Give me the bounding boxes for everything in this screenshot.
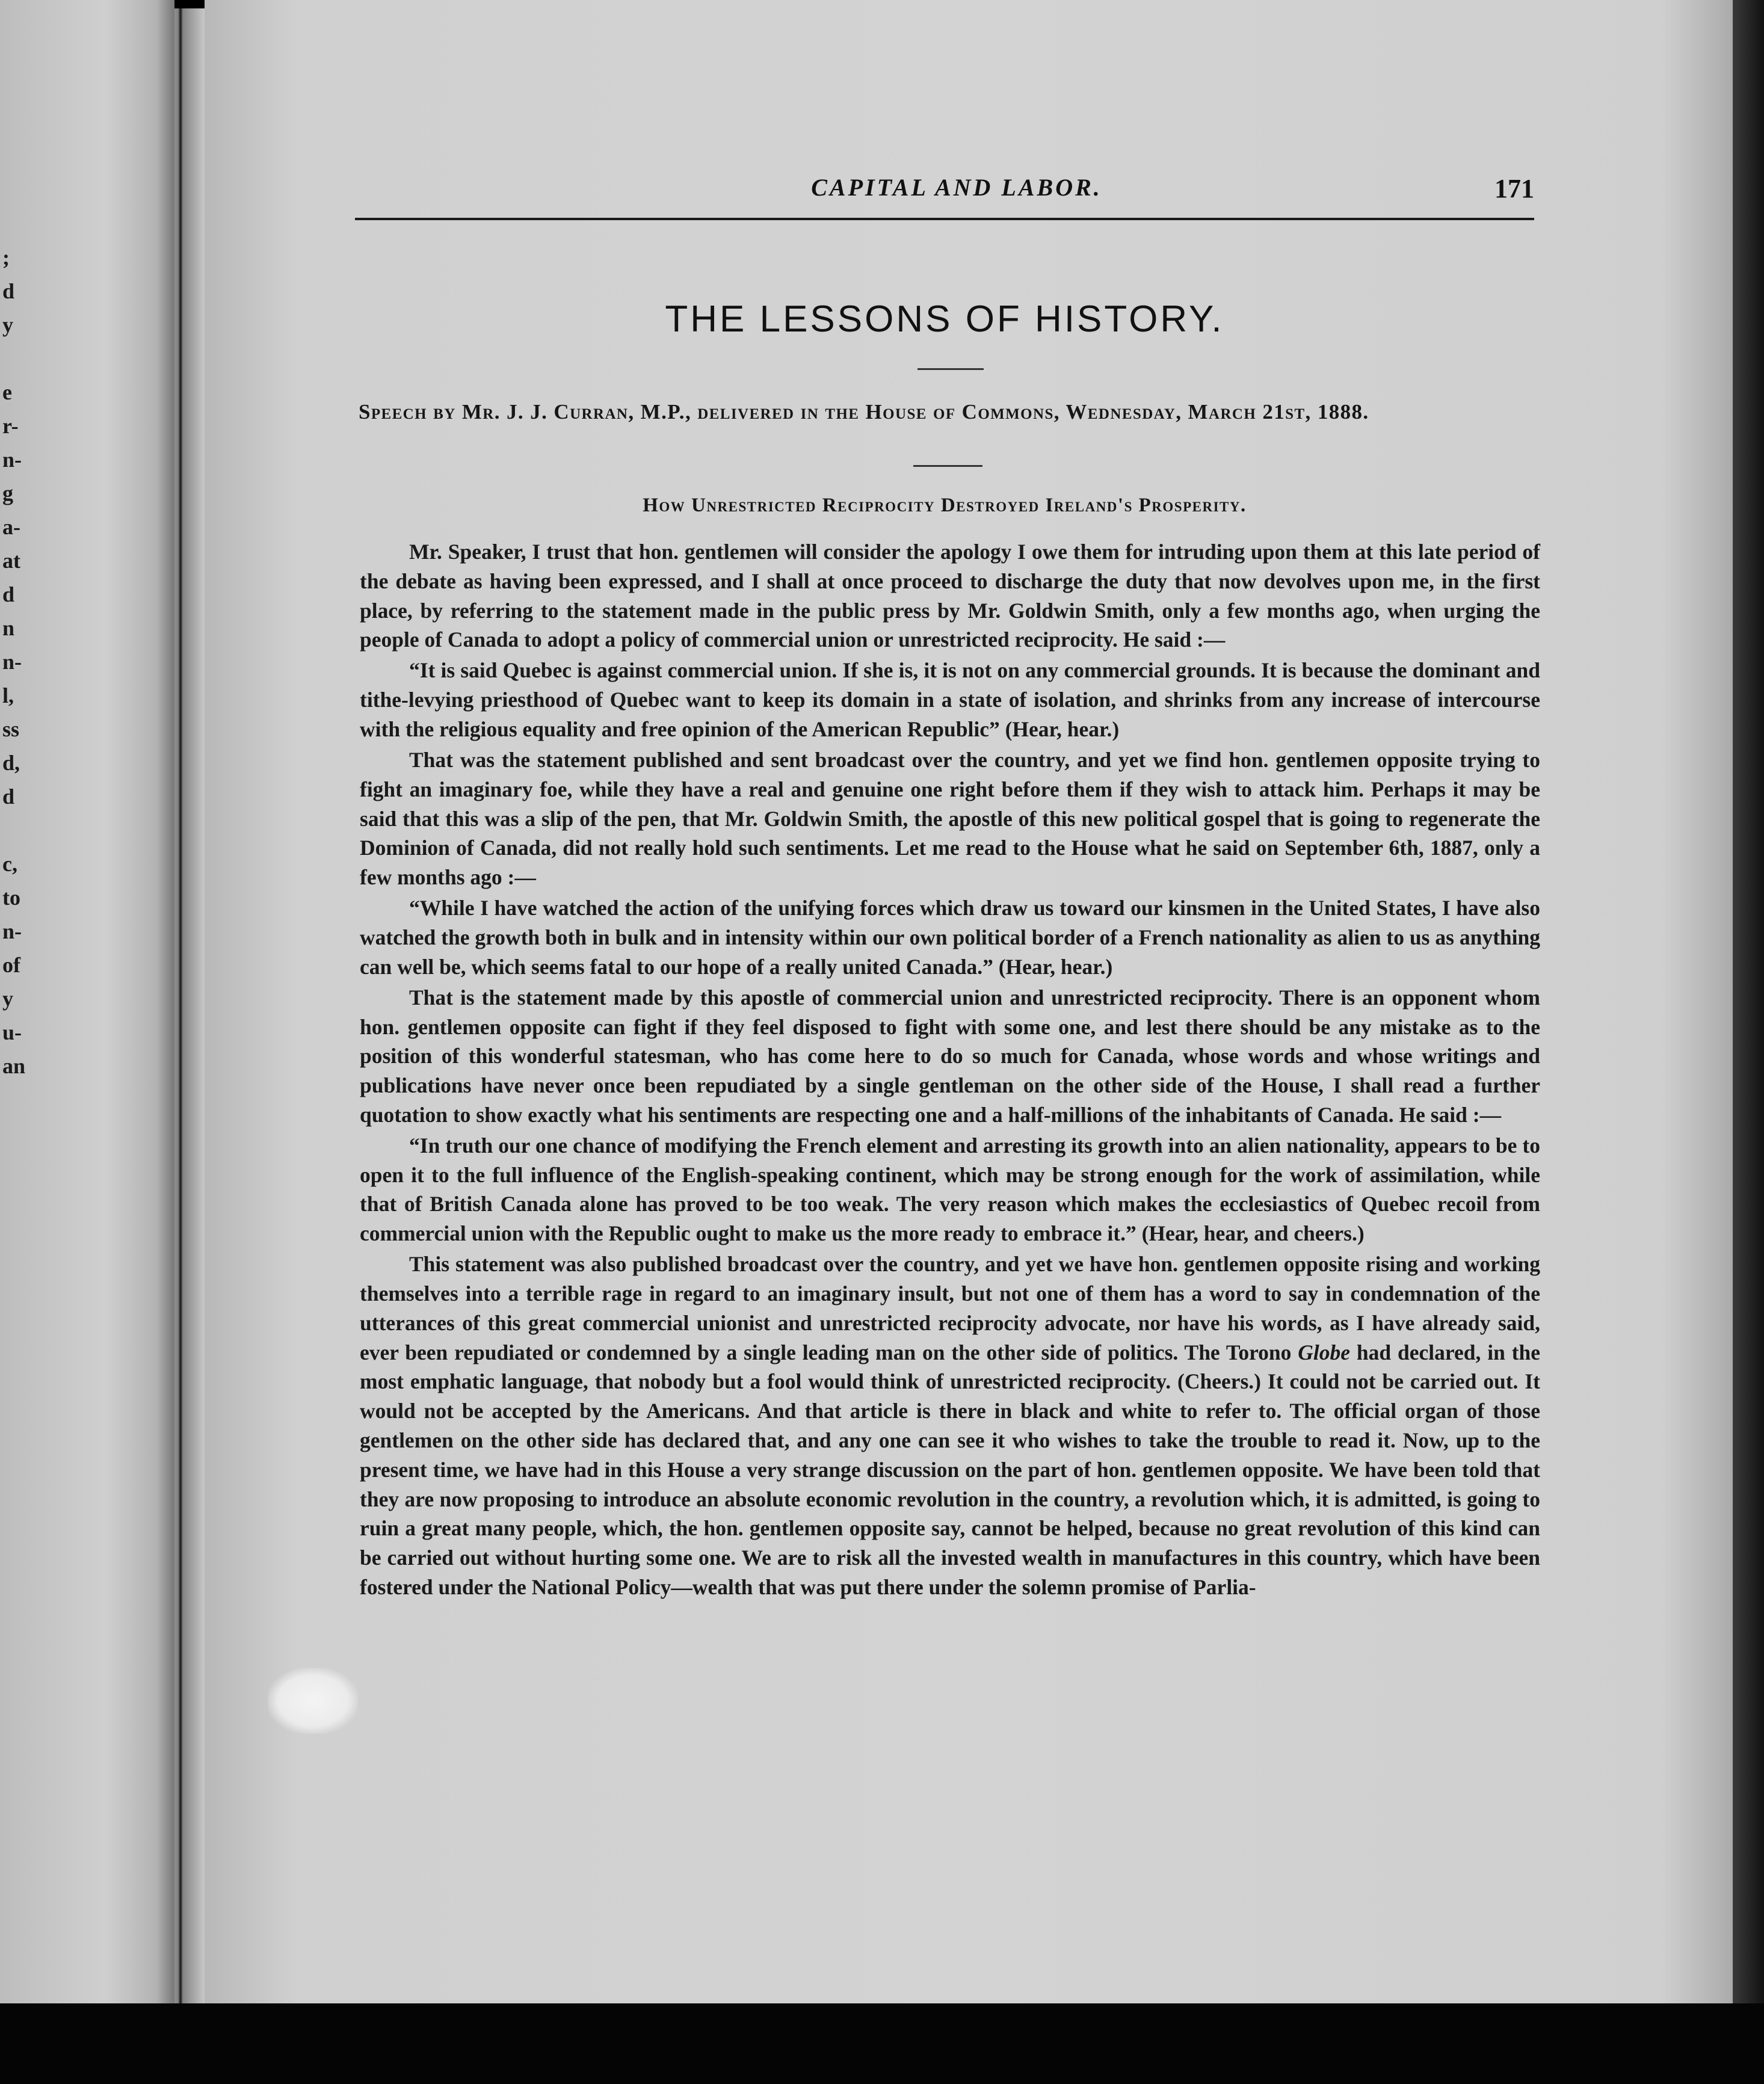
left-margin-fragment: g <box>2 481 13 505</box>
left-margin-fragment: c, <box>2 852 17 876</box>
left-margin-fragment <box>2 813 26 847</box>
paragraph-text: This statement was also published broadcast over the country, and yet we have hon. gentlemen opposite rising and working themselves into a terrible rage in regard to an imaginary insult, but not one of them has a word to say in condemnation of the utterances of this great commercial unionist and unrestricted reciprocity advocate, nor have his words, as I have already said, ever been repudiated or condemned by a single leading man on the other side of politics. The Torono <box>360 1252 1540 1364</box>
subtitle-divider <box>913 465 982 467</box>
section-heading: How Unrestricted Reciprocity Destroyed Ireland's Prosperity. <box>643 495 1247 516</box>
left-margin-fragment: e <box>2 380 12 404</box>
left-margin-fragment: of <box>2 953 20 977</box>
paragraph: That was the statement published and sent broadcast over the country, and yet we find hon. gentlemen opposite trying to fight an imaginary foe, while they have a real and genuine one right before them if they wish to attack him. Perhaps it may be said that this was a slip of the pen, that Mr. Goldwin Smith, the apostle of this new political gospel that is going to regenerate the Dominion of Canada, did not really hold such sentiments. Let me read to the House what he said on September 6th, 1887, only a few months ago :— <box>360 747 1540 890</box>
left-margin-fragment: r- <box>2 414 19 438</box>
scan-bottom-edge <box>0 2003 1764 2084</box>
book-gutter <box>156 0 205 2084</box>
paragraph-text: had declared, in the most emphatic language, that nobody but a fool would think of unrestricted reciprocity. (Cheers.) It could not be carried out. It would not be accepted by the Americans. And that article is there in black and white to refer to. The official organ of those gentlemen on the other side has declared that, and any one can see it who wishes to take the trouble to read it. Now, up to the present time, we have had in this House a very strange discussion on the part of hon. gentlemen opposite. We have been told that they are now proposing to introduce an absolute economic revolution in the country, a revolution which, it is admitted, is going to ruin a great many people, which, the hon. gentlemen opposite say, cannot be helped, because no great revolution of this kind can be carried out without hurting some one. We are to risk all the invested wealth in manufactures in this country, which have been fostered under the National Policy—wealth that was put there under the solemn promise of Parlia- <box>360 1340 1540 1600</box>
left-margin-fragment <box>2 342 26 375</box>
left-margin-fragment: n- <box>2 448 22 472</box>
quotation-paragraph: “It is said Quebec is against commercial union. If she is, it is not on any commercial grounds. It is because the dominant and tithe-levying priesthood of Quebec want to keep its domain in a state of isolation, and shrinks from any increase of intercourse with the religious equality and free opinion of the American Republic” (Hear, hear.) <box>360 658 1540 741</box>
title-divider <box>917 368 984 370</box>
left-margin-fragment: n- <box>2 919 22 943</box>
left-margin-fragment: to <box>2 886 20 910</box>
speech-subtitle: Speech by Mr. J. J. Curran, M.P., delivered in the House of Commons, Wednesday, March 21st, 1888. <box>359 400 1369 424</box>
header-rule <box>355 218 1534 220</box>
quotation-paragraph: “In truth our one chance of modifying the French element and arresting its growth into an alien nationality, appears to be to open it to the full influence of the English-speaking continent, which may be strong enough for the work of assimilation, while that of British Canada alone has proved to be too weak. The very reason which makes the ecclesiastics of Quebec recoil from commercial union with the Republic ought to make us the more ready to embrace it.” (Hear, hear, and cheers.) <box>360 1133 1540 1246</box>
scan-right-edge <box>1733 0 1764 2084</box>
article-title: THE LESSONS OF HISTORY. <box>665 298 1224 340</box>
left-facing-page <box>0 0 174 2084</box>
left-margin-fragment: an <box>2 1054 26 1078</box>
left-margin-fragment: d <box>2 582 15 606</box>
left-margin-fragment: n <box>2 616 15 640</box>
paragraph: Mr. Speaker, I trust that hon. gentlemen will consider the apology I owe them for intruding upon them at this late period of the debate as having been expressed, and I shall at once proceed to discharge the duty that now devolves upon me, in the first place, by referring to the statement made in the public press by Mr. Goldwin Smith, only a few months ago, when urging the people of Canada to adopt a policy of commercial union or unrestricted reciprocity. He said :— <box>360 540 1540 652</box>
running-title: CAPITAL AND LABOR. <box>811 174 1102 201</box>
left-margin-fragment: n- <box>2 650 22 674</box>
newspaper-name: Globe <box>1298 1340 1351 1364</box>
paper-blemish <box>268 1668 358 1734</box>
page-number: 171 <box>1494 174 1534 203</box>
left-margin-fragment: y <box>2 987 13 1011</box>
left-margin-fragment: a- <box>2 515 20 539</box>
left-margin-fragment: ; <box>2 245 10 270</box>
left-margin-fragment: y <box>2 313 13 337</box>
left-margin-fragment: u- <box>2 1020 22 1044</box>
left-margin-fragment: at <box>2 549 20 573</box>
left-margin-fragment: d <box>2 279 15 303</box>
running-head <box>355 173 1534 209</box>
paragraph: That is the statement made by this apostle of commercial union and unrestricted reciprocity. There is an opponent whom hon. gentlemen opposite can fight if they feel disposed to fight with some one, and lest there should be any mistake as to the position of this wonderful statesman, who has come here to do so much for Canada, whose words and whose writings and publications have never once been repudiated by a single gentleman on the other side of the House, I shall read a further quotation to show exactly what his sentiments are respecting one and a half-millions of the inhabitants of Canada. He said :— <box>360 985 1540 1127</box>
left-page-margin-fragments <box>2 241 26 1083</box>
left-margin-fragment: ss <box>2 717 20 741</box>
left-margin-fragment: d, <box>2 751 20 775</box>
article-body <box>360 537 1540 1603</box>
quotation-paragraph: “While I have watched the action of the unifying forces which draw us toward our kinsmen in the United States, I have also watched the growth both in bulk and in intensity within our own political border of a French nationality as alien to us as anything can well be, which seems fatal to our hope of a really united Canada.” (Hear, hear.) <box>360 896 1540 979</box>
left-margin-fragment: d <box>2 785 15 809</box>
left-margin-fragment: l, <box>2 683 14 708</box>
paragraph-last <box>360 1250 1540 1602</box>
